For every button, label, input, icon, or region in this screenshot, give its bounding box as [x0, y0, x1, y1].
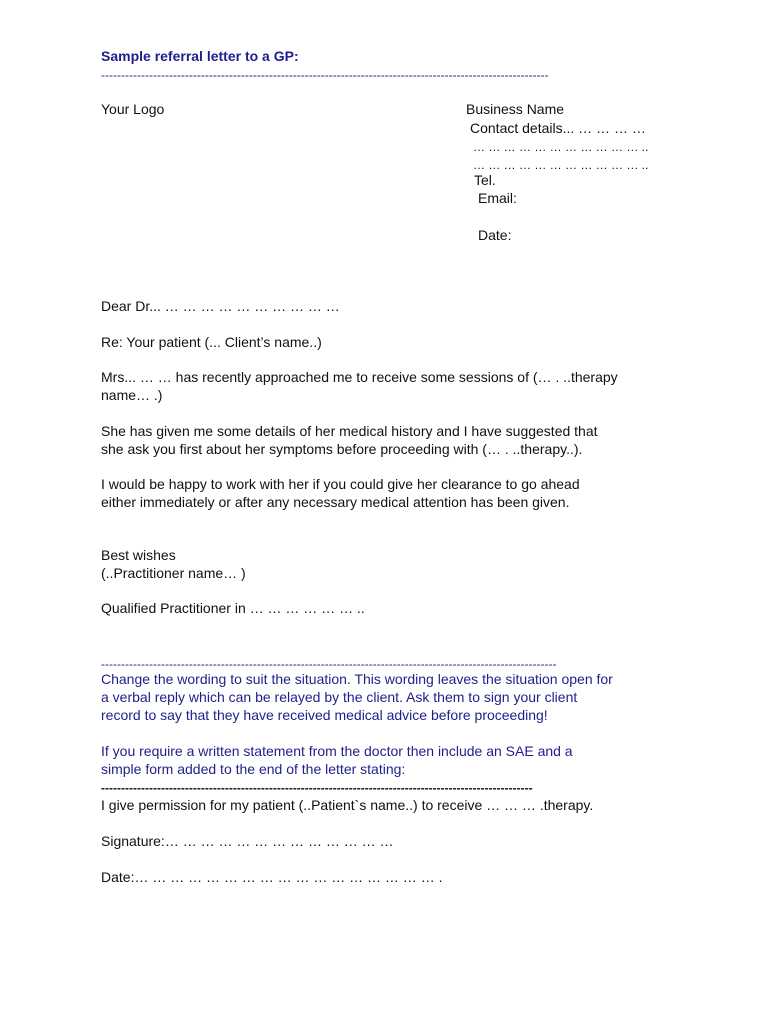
contact-details: Contact details... … … … …	[470, 120, 646, 136]
note-1	[101, 670, 613, 724]
note-2-line-2: simple form added to the end of the letter stating:	[101, 761, 406, 777]
tel-label: Tel.	[474, 172, 496, 188]
document-title: Sample referral letter to a GP:	[101, 48, 299, 64]
title-divider: ----------------------------------------------------------------------------------------------------------------	[101, 68, 549, 82]
re-line: Re: Your patient (... Client’s name..)	[101, 334, 322, 350]
salutation: Dear Dr... … … … … … … … … … …	[101, 298, 340, 314]
business-name: Business Name	[466, 101, 565, 117]
paragraph-1-line-2: name… .)	[101, 387, 163, 403]
contact-dots-line-2: … … … … … … … … … … … ..	[473, 158, 649, 172]
note-2-line-1: If you require a written statement from the doctor then include an SAE and a	[101, 743, 573, 759]
email-label: Email:	[478, 190, 517, 206]
paragraph-1-line-1: Mrs... … … has recently approached me to receive some sessions of (… . ..therapy	[101, 369, 618, 385]
closing: Best wishes	[101, 547, 176, 563]
note-1-line-3: record to say that they have received medical advice before proceeding!	[101, 707, 548, 723]
note-1-line-2: a verbal reply which can be relayed by the client. Ask them to sign your client	[101, 689, 578, 705]
paragraph-2-line-2: she ask you first about her symptoms before proceeding with (… . ..therapy..).	[101, 441, 583, 457]
practitioner-name: (..Practitioner name… )	[101, 565, 246, 581]
paragraph-3	[101, 475, 580, 511]
notes-divider: ------------------------------------------------------------------------------------------------------------------	[101, 657, 557, 671]
logo-placeholder: Your Logo	[101, 101, 165, 117]
paragraph-1	[101, 368, 618, 404]
note-1-line-1: Change the wording to suit the situation. This wording leaves the situation open for	[101, 671, 613, 687]
qualified-practitioner: Qualified Practitioner in … … … … … … ..	[101, 600, 365, 616]
signature-line: Signature:… … … … … … … … … … … … …	[101, 833, 394, 849]
paragraph-2	[101, 422, 598, 458]
paragraph-3-line-1: I would be happy to work with her if you could give her clearance to go ahead	[101, 476, 580, 492]
date-line: Date:… … … … … … … … … … … … … … … … … .	[101, 869, 443, 885]
form-divider: ------------------------------------------------------------------------------------------------------------	[101, 781, 533, 795]
date-label: Date:	[478, 227, 512, 243]
contact-dots-line-1: … … … … … … … … … … … ..	[473, 140, 649, 154]
paragraph-2-line-1: She has given me some details of her medical history and I have suggested that	[101, 423, 598, 439]
paragraph-3-line-2: either immediately or after any necessary medical attention has been given.	[101, 494, 570, 510]
note-2	[101, 742, 573, 778]
permission-statement: I give permission for my patient (..Patient`s name..) to receive … … … .therapy.	[101, 797, 594, 813]
